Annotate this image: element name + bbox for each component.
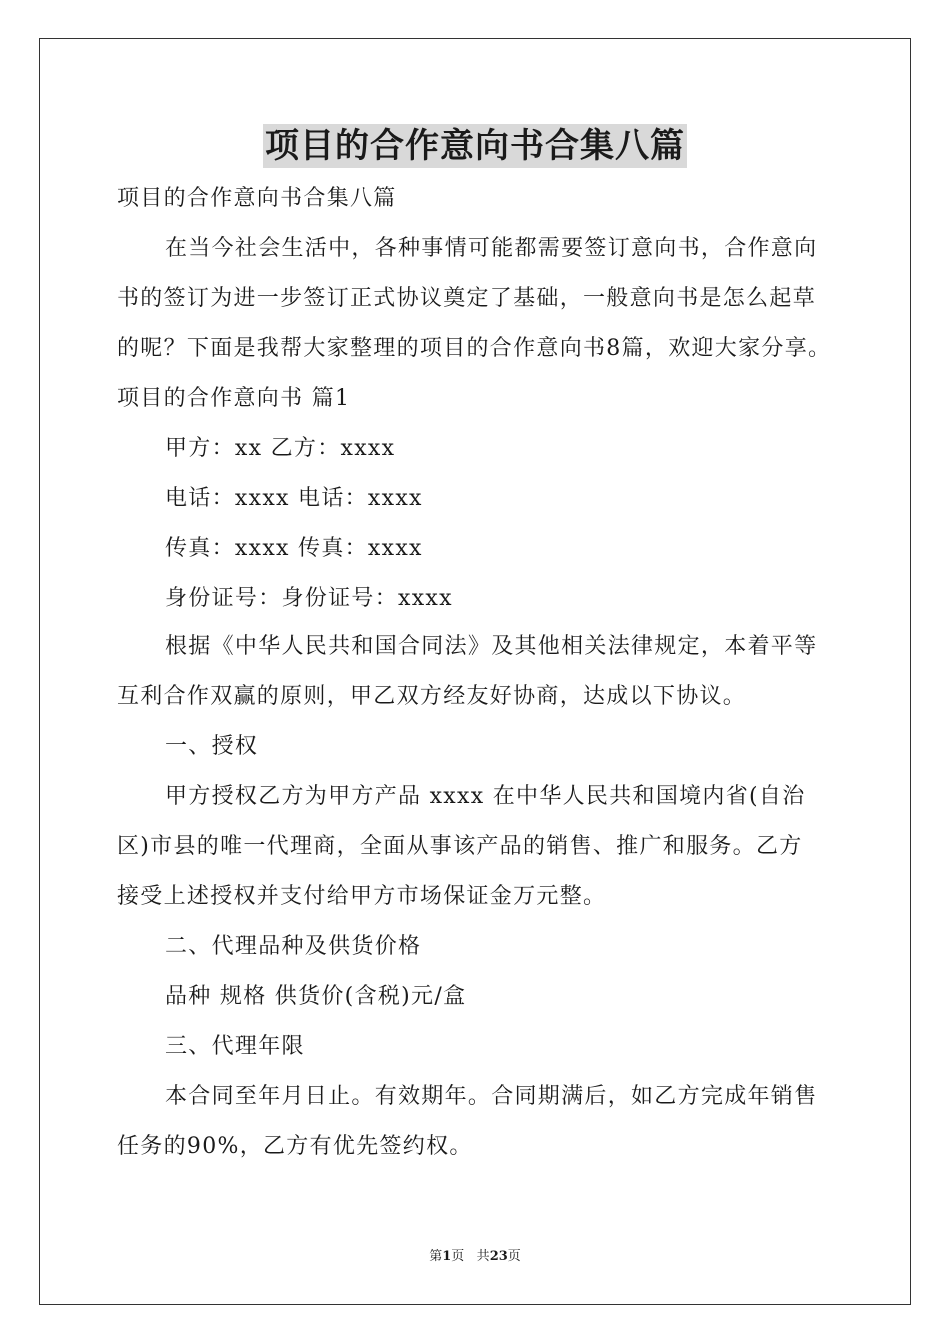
page-prefix: 第 xyxy=(429,1249,443,1264)
page-footer xyxy=(0,1248,950,1266)
paragraph-line: 接受上述授权并支付给甲方市场保证金万元整。 xyxy=(117,884,607,909)
paragraph-line: 本合同至年月日止。有效期年。合同期满后，如乙方完成年销售 xyxy=(165,1084,818,1109)
section-heading: 项目的合作意向书 篇1 xyxy=(117,386,351,411)
document-title: 项目的合作意向书合集八篇 xyxy=(265,126,685,166)
paragraph-line: 的呢？下面是我帮大家整理的项目的合作意向书8篇，欢迎大家分享。 xyxy=(117,336,832,361)
page-suffix: 页 xyxy=(451,1249,465,1264)
paragraph-line: 区)市县的唯一代理商，全面从事该产品的销售、推广和服务。乙方 xyxy=(117,834,803,859)
fax-line: 传真：xxxx 传真：xxxx xyxy=(165,536,423,561)
paragraph-line: 任务的90%，乙方有优先签约权。 xyxy=(117,1134,473,1159)
clause-heading: 二、代理品种及供货价格 xyxy=(165,934,422,959)
clause-heading: 三、代理年限 xyxy=(165,1034,305,1059)
paragraph-line: 根据《中华人民共和国合同法》及其他相关法律规定，本着平等 xyxy=(165,634,818,659)
page-border xyxy=(39,38,911,1305)
party-line: 甲方：xx 乙方：xxxx xyxy=(165,436,396,461)
total-suffix: 页 xyxy=(507,1249,521,1264)
clause-heading: 一、授权 xyxy=(165,734,259,759)
phone-line: 电话：xxxx 电话：xxxx xyxy=(165,486,423,511)
subtitle-line: 项目的合作意向书合集八篇 xyxy=(117,186,397,211)
total-prefix: 共 xyxy=(476,1249,490,1264)
total-pages: 23 xyxy=(489,1249,508,1264)
product-spec-line: 品种 规格 供货价(含税)元/盒 xyxy=(165,984,467,1009)
title-container xyxy=(0,124,950,168)
paragraph-line: 互利合作双赢的原则，甲乙双方经友好协商，达成以下协议。 xyxy=(117,684,747,709)
page-number: 1 xyxy=(442,1249,452,1264)
paragraph-line: 在当今社会生活中，各种事情可能都需要签订意向书，合作意向 xyxy=(165,236,818,261)
paragraph-line: 书的签订为进一步签订正式协议奠定了基础，一般意向书是怎么起草 xyxy=(117,286,817,311)
paragraph-line: 甲方授权乙方为甲方产品 xxxx 在中华人民共和国境内省(自治 xyxy=(165,784,806,809)
id-number-line: 身份证号：身份证号：xxxx xyxy=(165,586,453,611)
